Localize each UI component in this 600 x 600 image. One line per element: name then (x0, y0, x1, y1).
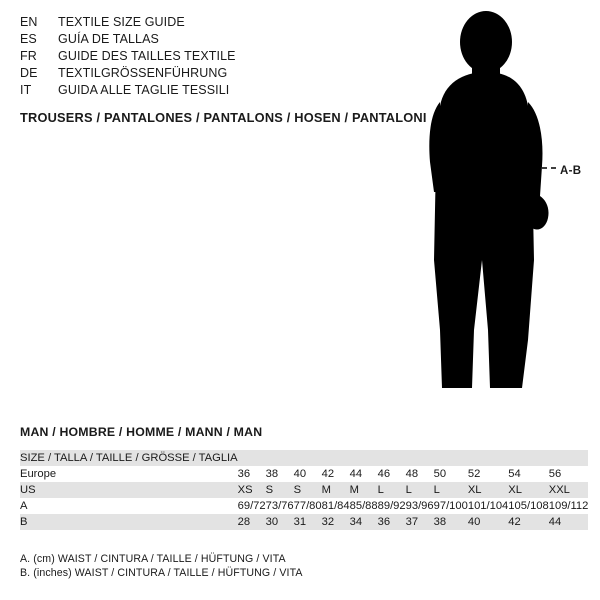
cell-us-3: M (322, 482, 350, 498)
cell-us-7: L (434, 482, 468, 498)
language-code-de: DE (20, 66, 38, 80)
measurement-label-ab: A-B (560, 165, 582, 177)
cell-b-2: 31 (294, 514, 322, 530)
footnotes (20, 552, 303, 580)
cell-a-2: 77/80 (293, 500, 322, 512)
row-label-europe: Europe (20, 466, 238, 482)
cell-us-8: XL (468, 482, 508, 498)
cell-a-3: 81/84 (321, 500, 350, 512)
page-title: TROUSERS / PANTALONES / PANTALONS / HOSEN / PANTALONI (20, 110, 427, 125)
language-code-fr: FR (20, 49, 37, 63)
cell-size-3 (322, 450, 350, 466)
cell-b-8: 40 (468, 514, 508, 530)
language-row-en (20, 14, 380, 31)
cell-europe-5: 46 (378, 466, 406, 482)
language-row-fr (20, 48, 380, 65)
cell-b-7: 38 (434, 514, 468, 530)
cell-a-4: 85/88 (349, 500, 378, 512)
cell-size-7 (434, 450, 468, 466)
language-row-de (20, 65, 380, 82)
cell-b-10: 44 (549, 514, 589, 530)
cell-a-9: 105/108 (508, 500, 549, 512)
cell-size-10 (549, 450, 589, 466)
cell-size-8 (468, 450, 508, 466)
table-row (20, 450, 588, 466)
row-label-size: SIZE / TALLA / TAILLE / GRÖSSE / TAGLIA (20, 452, 238, 464)
cell-us-5: L (378, 482, 406, 498)
cell-europe-6: 48 (406, 466, 434, 482)
cell-us-2: S (294, 482, 322, 498)
language-row-it (20, 82, 380, 99)
size-table (20, 450, 588, 530)
cell-size-2 (294, 450, 322, 466)
language-text-de: TEXTILGRÖSSENFÜHRUNG (58, 66, 228, 80)
cell-europe-7: 50 (434, 466, 468, 482)
trousers-figure (400, 10, 600, 410)
table-row (20, 466, 588, 482)
cell-b-6: 37 (406, 514, 434, 530)
cell-b-5: 36 (378, 514, 406, 530)
cell-europe-0: 36 (238, 466, 266, 482)
cell-us-9: XL (508, 482, 548, 498)
language-text-en: TEXTILE SIZE GUIDE (58, 15, 185, 29)
table-title: MAN / HOMBRE / HOMME / MANN / MAN (20, 425, 263, 439)
cell-size-6 (406, 450, 434, 466)
cell-europe-3: 42 (322, 466, 350, 482)
cell-b-1: 30 (266, 514, 294, 530)
cell-size-0 (238, 450, 266, 466)
cell-europe-2: 40 (294, 466, 322, 482)
cell-a-0: 69/72 (237, 500, 266, 512)
language-code-es: ES (20, 32, 37, 46)
cell-europe-1: 38 (266, 466, 294, 482)
cell-b-0: 28 (238, 514, 266, 530)
cell-size-9 (508, 450, 548, 466)
cell-a-6: 93/96 (405, 500, 434, 512)
cell-europe-9: 54 (508, 466, 548, 482)
table-row (20, 498, 588, 514)
row-label-a: A (20, 498, 238, 514)
cell-us-10: XXL (549, 482, 589, 498)
cell-a-8: 101/104 (467, 500, 509, 512)
cell-europe-10: 56 (549, 466, 589, 482)
cell-a-7: 97/100 (433, 500, 468, 512)
footnote-b: B. (inches) WAIST / CINTURA / TAILLE / HÜFTUNG / VITA (20, 567, 303, 579)
cell-b-3: 32 (322, 514, 350, 530)
table-row (20, 482, 588, 498)
language-code-en: EN (20, 15, 38, 29)
language-row-es (20, 31, 380, 48)
cell-a-10: 109/112 (548, 500, 589, 512)
cell-size-4 (350, 450, 378, 466)
cell-a-5: 89/92 (377, 500, 406, 512)
language-code-it: IT (20, 83, 32, 97)
cell-us-4: M (350, 482, 378, 498)
row-label-b: B (20, 514, 238, 530)
cell-europe-4: 44 (350, 466, 378, 482)
footnote-a: A. (cm) WAIST / CINTURA / TAILLE / HÜFTUNG / VITA (20, 553, 286, 565)
language-text-fr: GUIDE DES TAILLES TEXTILE (58, 49, 236, 63)
language-text-it: GUIDA ALLE TAGLIE TESSILI (58, 83, 230, 97)
male-silhouette-icon (400, 10, 600, 410)
row-label-us: US (20, 482, 238, 498)
cell-us-1: S (266, 482, 294, 498)
cell-a-1: 73/76 (265, 500, 294, 512)
cell-europe-8: 52 (468, 466, 508, 482)
cell-us-6: L (406, 482, 434, 498)
language-list (20, 14, 380, 99)
cell-us-0: XS (238, 482, 266, 498)
cell-b-4: 34 (350, 514, 378, 530)
cell-b-9: 42 (508, 514, 548, 530)
language-text-es: GUÍA DE TALLAS (58, 32, 159, 46)
cell-size-5 (378, 450, 406, 466)
table-row (20, 514, 588, 530)
cell-size-1 (266, 450, 294, 466)
